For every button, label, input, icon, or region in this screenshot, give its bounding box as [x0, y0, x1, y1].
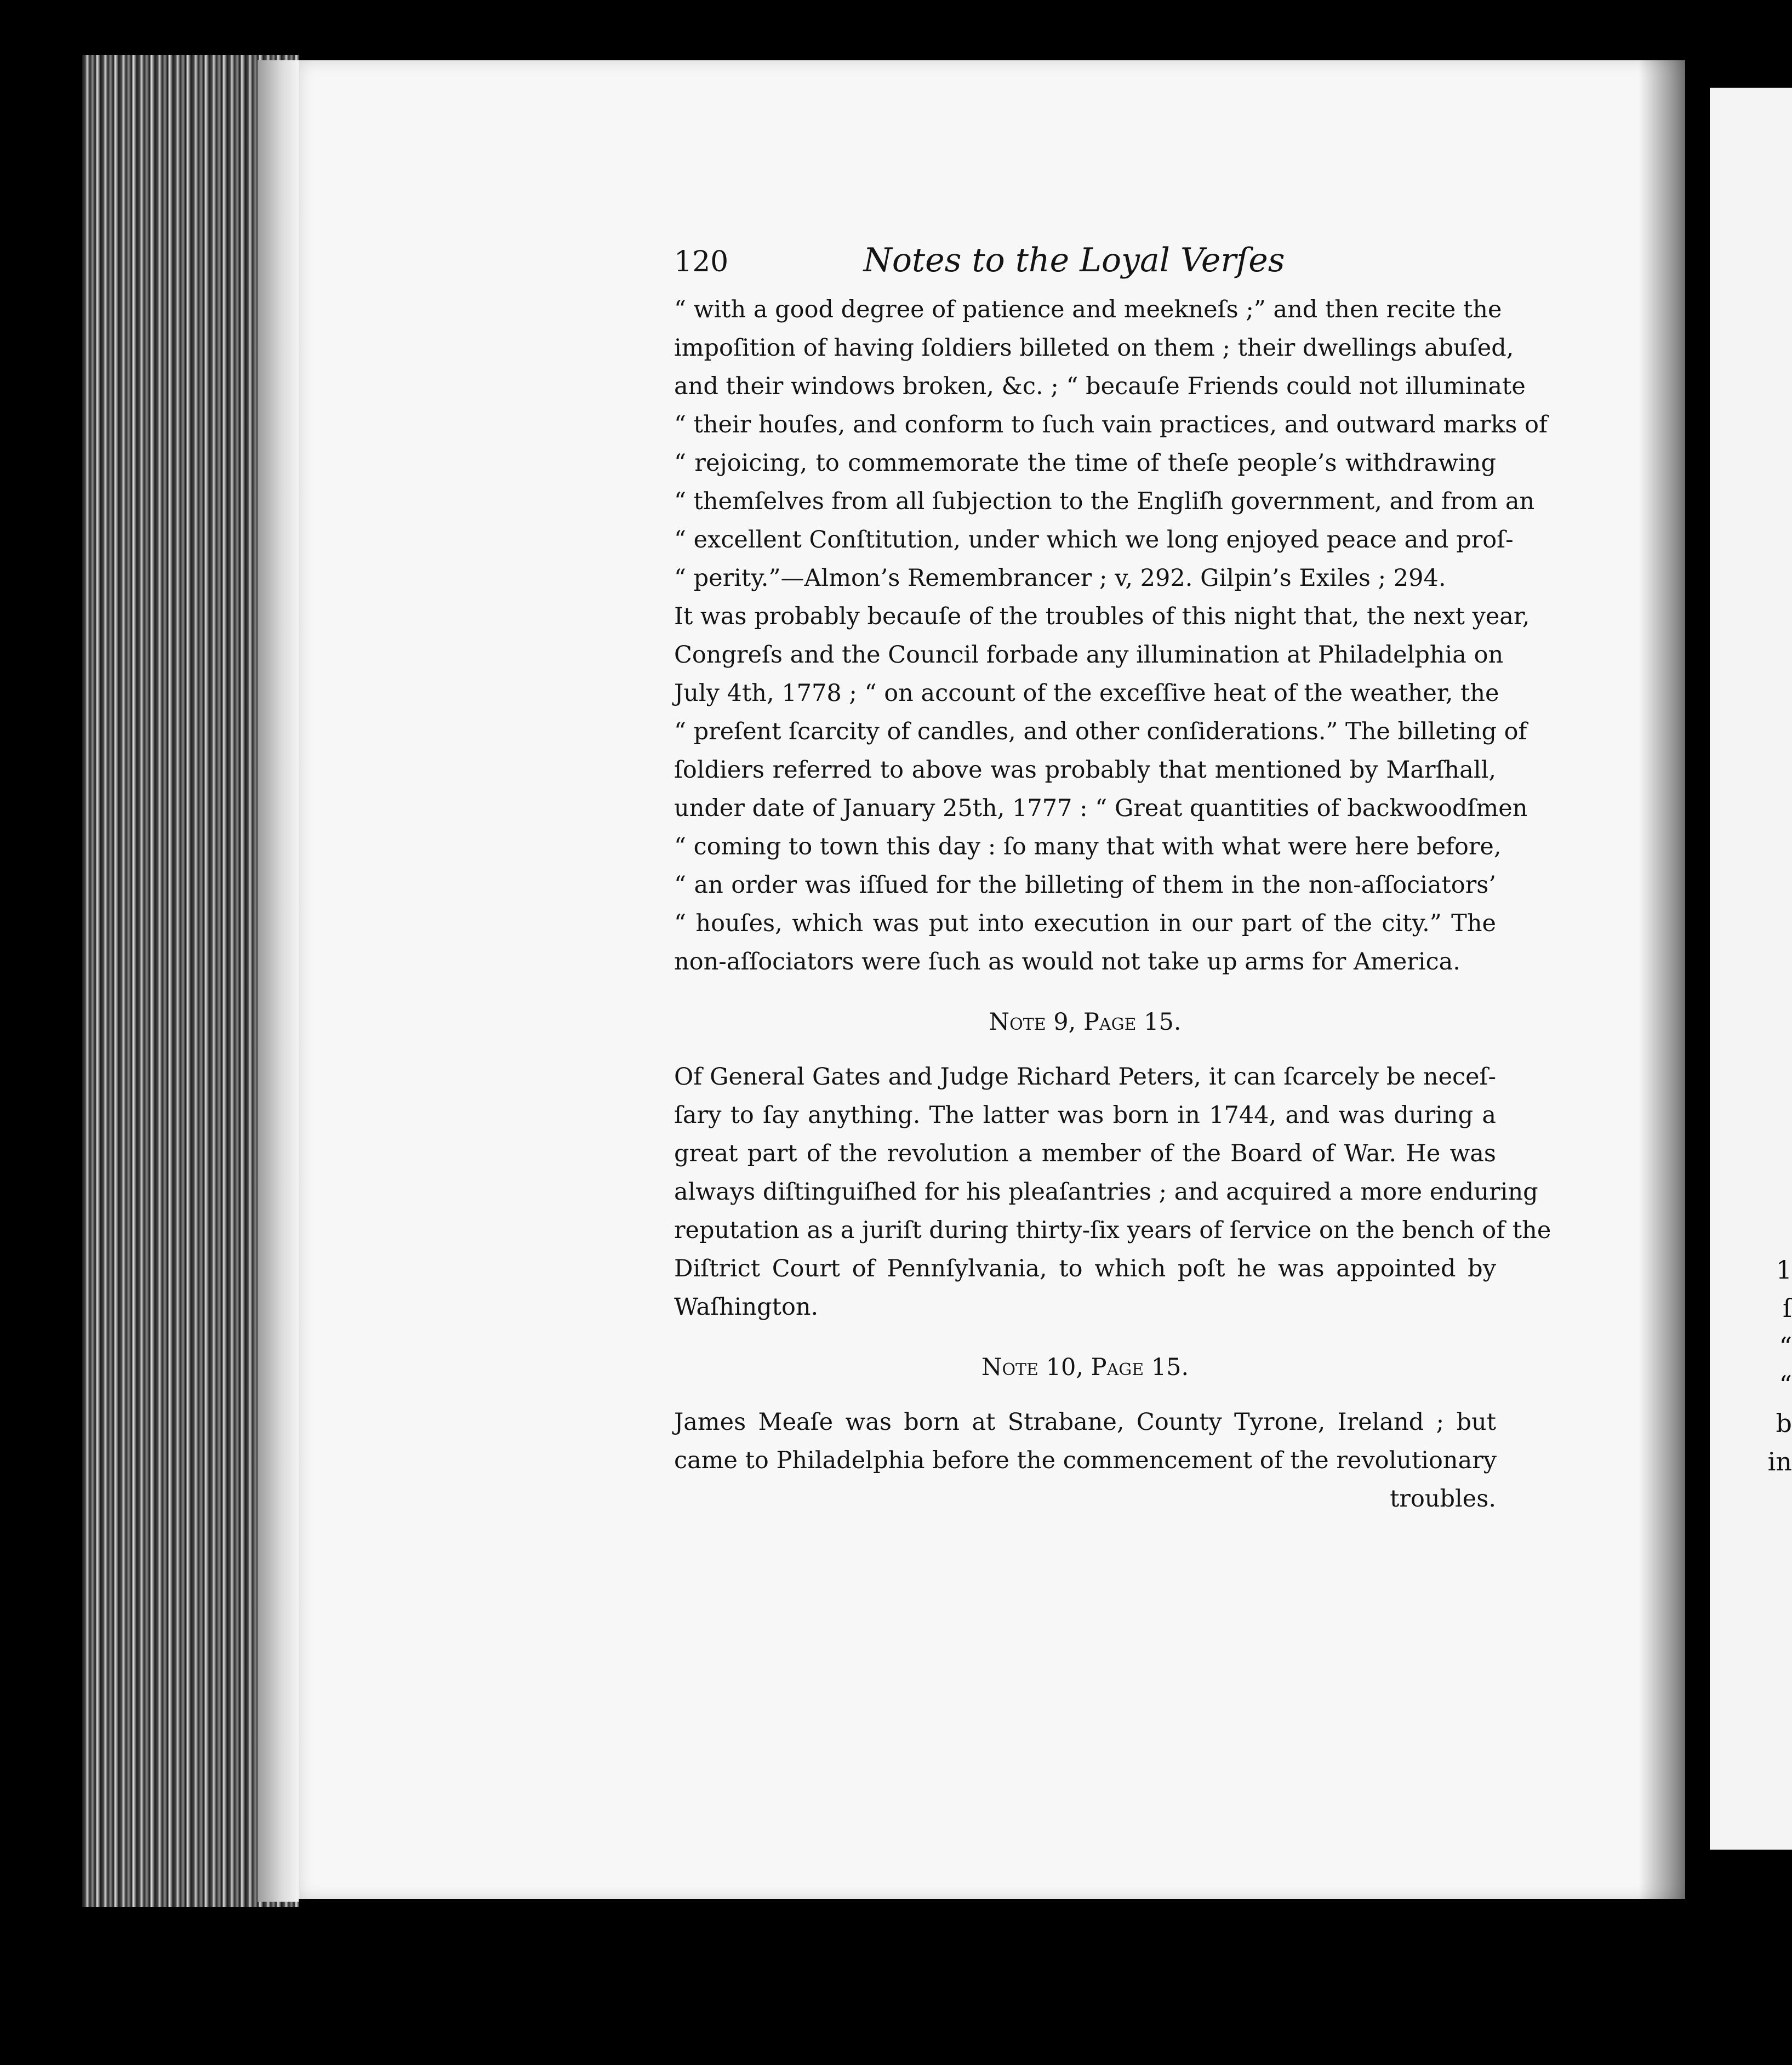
facing-page-fragment-text: b	[1776, 1408, 1792, 1438]
text-line: “ houſes, which was put into execution in our part of the city.” The	[674, 910, 1496, 937]
text-line: Congreſs and the Council forbade any illumination at Philadelphia on	[674, 641, 1504, 669]
facing-page-fragment-text: in	[1767, 1447, 1792, 1476]
paragraph-illumination	[674, 597, 1530, 981]
text-line: and their windows broken, &c. ; “ becauſe Friends could not illuminate	[674, 373, 1526, 400]
facing-page-fragment-text: “	[1779, 1370, 1792, 1400]
text-line: impoſition of having ſoldiers billeted on them ; their dwellings abuſed,	[674, 334, 1514, 362]
text-line: “ coming to town this day : ſo many that with what were here before,	[674, 833, 1502, 860]
catchword: troubles.	[1390, 1485, 1496, 1513]
text-line: “ their houſes, and conform to ſuch vain practices, and outward marks of	[674, 411, 1548, 438]
text-line: “ excellent Conſtitution, under which we long enjoyed peace and proſ-	[674, 526, 1514, 554]
facing-page-fragment-text: ſ	[1782, 1293, 1792, 1323]
page-text	[674, 241, 1551, 1518]
note-9-heading: Note 9, Page 15.	[989, 1008, 1182, 1036]
text-line: non-aſſociators were ſuch as would not take up arms for America.	[674, 948, 1460, 976]
text-line: July 4th, 1778 ; “ on account of the exceſſive heat of the weather, the	[674, 680, 1499, 707]
facing-page-fragment-text: 1	[1776, 1255, 1792, 1285]
text-line: “ an order was iſſued for the billeting of them in the non-aſſociators’	[674, 871, 1496, 899]
text-line: “ themſelves from all ſubjection to the Engliſh government, and from an	[674, 488, 1535, 515]
text-line: under date of January 25th, 1777 : “ Great quantities of backwoodſmen	[674, 795, 1528, 822]
facing-page-fragment-text: “	[1779, 1332, 1792, 1361]
text-line: reputation as a juriſt during thirty-ſix years of ſervice on the bench of the	[674, 1217, 1551, 1244]
paragraph-gates-peters	[674, 1058, 1551, 1326]
text-line: It was probably becauſe of the troubles of this night that, the next year,	[674, 603, 1530, 630]
running-title: Notes to the Loyal Verſes	[863, 241, 1285, 279]
text-line: “ preſent ſcarcity of candles, and other conſiderations.” The billeting of	[674, 718, 1527, 745]
text-line: ſoldiers referred to above was probably that mentioned by Marſhall,	[674, 756, 1496, 784]
text-line: great part of the revolution a member of the Board of War. He was	[674, 1140, 1496, 1167]
text-line: “ rejoicing, to commemorate the time of theſe people’s withdrawing	[674, 449, 1496, 477]
text-line: came to Philadelphia before the commencement of the revolutionary	[674, 1447, 1497, 1474]
paragraph-mease	[674, 1403, 1496, 1518]
text-line: “ perity.”—Almon’s Remembrancer ; v, 292. Gilpin’s Exiles ; 294.	[674, 564, 1446, 592]
page-header	[674, 241, 1496, 290]
text-line: always diſtinguiſhed for his pleaſantries ; and acquired a more enduring	[674, 1178, 1538, 1206]
page-gutter	[258, 60, 299, 1902]
page-fold-shadow	[1639, 60, 1688, 1899]
paragraph-quote-continuation	[674, 290, 1548, 597]
text-line: ſary to ſay anything. The latter was born in 1744, and was during a	[674, 1102, 1496, 1129]
text-line: “ with a good degree of patience and meekneſs ;” and then recite the	[674, 296, 1502, 323]
page-number: 120	[674, 246, 729, 278]
note-10-heading: Note 10, Page 15.	[981, 1354, 1189, 1381]
facing-page-fragment	[1710, 88, 1792, 1850]
text-line: Waſhington.	[674, 1293, 819, 1321]
text-line: Diſtrict Court of Pennſylvania, to which poſt he was appointed by	[674, 1255, 1496, 1282]
text-line: James Meaſe was born at Strabane, County Tyrone, Ireland ; but	[674, 1408, 1496, 1436]
text-line: Of General Gates and Judge Richard Peters, it can ſcarcely be neceſ-	[674, 1063, 1496, 1091]
